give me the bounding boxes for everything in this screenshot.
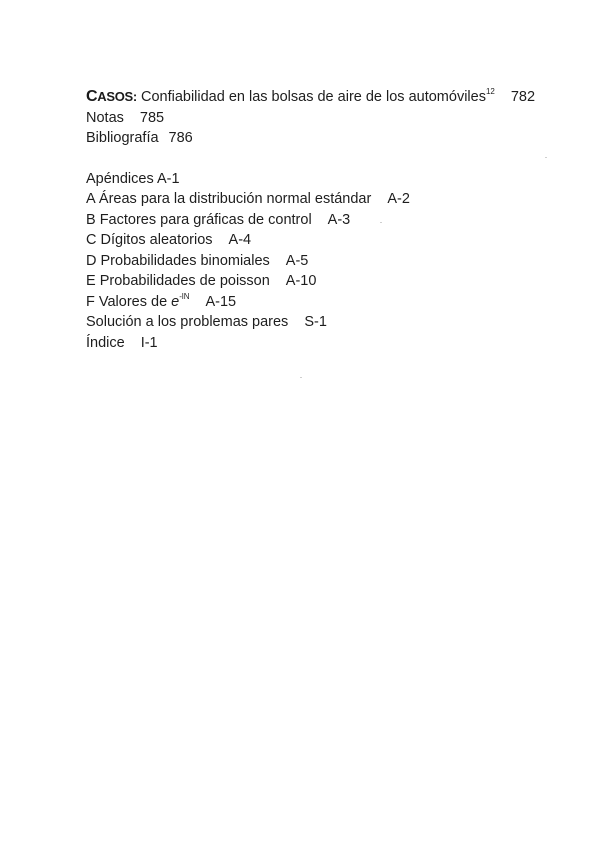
soluciones-page: S-1 xyxy=(304,314,327,330)
scan-speck xyxy=(380,222,382,223)
soluciones-label: Solución a los problemas pares xyxy=(86,314,289,330)
appendix-letter: D xyxy=(86,252,97,269)
indice-page: I-1 xyxy=(140,334,158,351)
toc-entry-notas xyxy=(86,108,576,129)
appendix-item xyxy=(86,251,576,272)
casos-page: 782 xyxy=(510,89,536,105)
scan-speck xyxy=(545,157,547,158)
casos-title: Confiabilidad en las bolsas de aire de los automóviles xyxy=(140,89,486,105)
toc-entry-casos xyxy=(86,87,576,108)
appendix-letter: B xyxy=(86,211,96,228)
appendix-letter: A xyxy=(86,191,95,207)
appendix-title: Áreas para la distribución normal estándar xyxy=(98,191,372,207)
indice-label: Índice xyxy=(86,334,125,351)
appendix-letter: C xyxy=(86,232,97,248)
apendices-label: Apéndices xyxy=(86,170,154,187)
appendix-title: Dígitos aleatorios xyxy=(100,232,213,248)
appendix-title xyxy=(98,291,190,310)
appendix-item xyxy=(86,189,576,210)
appendix-page: A-5 xyxy=(285,252,309,269)
appendix-title-prefix: Valores de xyxy=(98,293,172,310)
appendix-letter: E xyxy=(86,273,96,289)
appendix-title-exponent: -lN xyxy=(179,291,190,301)
appendix-page: A-2 xyxy=(387,191,410,207)
appendix-title: Probabilidades de poisson xyxy=(99,273,270,289)
apendices-page: A-1 xyxy=(156,170,180,187)
appendix-title: Probabilidades binomiales xyxy=(100,252,270,269)
bibliografia-label: Bibliografía xyxy=(86,130,159,146)
toc-entry-bibliografia xyxy=(86,128,576,149)
appendix-page: A-3 xyxy=(327,211,351,228)
appendix-page: A-15 xyxy=(205,293,237,310)
scan-speck xyxy=(300,377,302,378)
appendix-page: A-10 xyxy=(285,273,317,289)
appendix-title-italic: e xyxy=(171,293,180,310)
casos-note-ref: 12 xyxy=(485,87,495,97)
appendix-item xyxy=(86,271,576,292)
toc-entry-indice xyxy=(86,333,576,354)
appendix-item xyxy=(86,210,576,231)
casos-label-rest: ASOS: xyxy=(97,89,137,104)
notas-page: 785 xyxy=(139,109,165,126)
table-of-contents xyxy=(86,87,576,353)
appendix-item xyxy=(86,230,576,251)
bibliografia-page: 786 xyxy=(168,130,193,146)
notas-label: Notas xyxy=(86,109,124,126)
appendix-page: A-4 xyxy=(228,232,252,248)
appendix-item xyxy=(86,292,576,313)
appendix-letter: F xyxy=(86,293,95,310)
casos-label xyxy=(86,88,137,105)
toc-entry-soluciones xyxy=(86,312,576,333)
appendix-title: Factores para gráficas de control xyxy=(99,211,312,228)
toc-entry-apendices xyxy=(86,169,576,190)
casos-label-initial: C xyxy=(86,88,98,105)
